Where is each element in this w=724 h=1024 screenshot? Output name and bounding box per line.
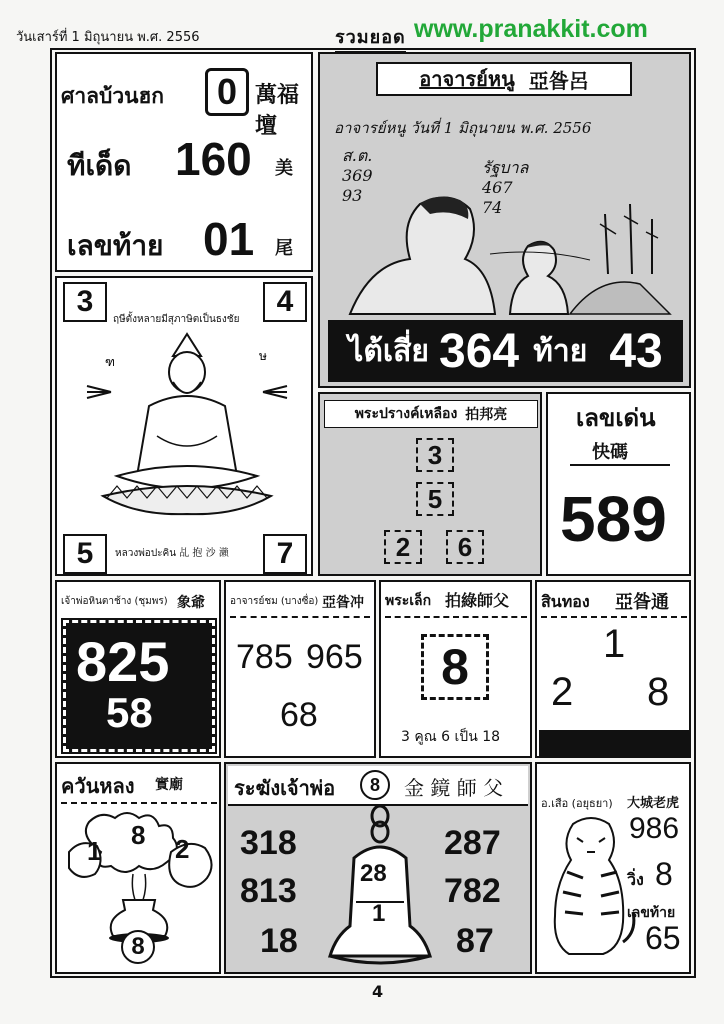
- chao-pho-top: 825: [76, 630, 170, 693]
- or-suea-title: อ.เสือ (อยุธยา): [541, 797, 613, 810]
- achan-chom-row1a: 785: [236, 638, 293, 676]
- rishi-caption-top: ฤษีตั้งหลายมีสุภาษิตเป็นธงชัย: [113, 314, 240, 325]
- salaban-digit: 0: [205, 68, 249, 116]
- svg-text:ฑ: ฑ: [105, 355, 115, 369]
- tail-value: 01: [203, 213, 255, 265]
- lek-den-value: 589: [560, 483, 667, 555]
- lek-den-box: [546, 392, 691, 576]
- salaban-box: [55, 52, 313, 272]
- ra-khang-title-bar: [228, 766, 528, 806]
- chao-pho-bottom: 58: [106, 689, 153, 736]
- chao-pho-box: [55, 580, 221, 758]
- pra-prang-title-bar: [324, 400, 538, 428]
- rishi-num-top-right: 4: [263, 282, 307, 322]
- sinthong-divider: [541, 616, 687, 618]
- pra-lek-chinese: 拍綠師父: [445, 591, 510, 610]
- people-illustration: [340, 164, 680, 320]
- sinthong-chinese: 亞昝通: [615, 592, 669, 613]
- achan-nu-title-bar: [376, 62, 632, 96]
- achan-chom-title: อาจารย์ชม (บางซื่อ): [230, 596, 319, 607]
- kuan-long-chinese: 實廟: [155, 777, 183, 793]
- lek-den-divider: [570, 464, 670, 466]
- pra-prang-digit: 3: [416, 438, 454, 472]
- ra-khang-left-1: 813: [240, 872, 297, 910]
- handwritten-line: อาจารย์หนู วันที่ 1 มิถุนายน พ.ศ. 2556: [334, 119, 592, 137]
- achan-nu-chinese: 亞昝呂: [528, 68, 589, 93]
- logo: รวมยอด: [335, 22, 406, 54]
- rishi-num-bottom-right: 7: [263, 534, 307, 574]
- bar-tail-value: 43: [609, 324, 663, 378]
- wing-label: วิ่ง: [627, 870, 644, 889]
- tided-cn: 美: [275, 158, 293, 179]
- sinthong-black-bar: [539, 730, 689, 756]
- rishi-illustration: [77, 326, 297, 526]
- wing-value: 8: [655, 856, 673, 892]
- salaban-chinese: 萬福壇: [255, 83, 300, 139]
- taisia-value: 364: [439, 324, 520, 378]
- bar-tail-label: ท้าย: [533, 333, 588, 369]
- svg-text:ษ: ษ: [259, 349, 267, 363]
- ra-khang-title: ระฆังเจ้าพ่อ: [234, 776, 336, 800]
- kuan-long-bottom: 8: [121, 930, 155, 964]
- salaban-title: ศาลบ้วนฮก: [61, 84, 165, 108]
- or-suea-chinese: 大城老虎: [627, 796, 680, 811]
- achan-chom-row1b: 965: [306, 638, 363, 676]
- or-suea-tail-value: 65: [645, 920, 681, 956]
- achan-nu-result-bar: [328, 320, 683, 382]
- pra-prang-digit: 5: [416, 482, 454, 516]
- tail-label: เลขท้าย: [67, 229, 164, 262]
- bell-top-number: 28: [360, 860, 387, 887]
- kuan-long-left: 1: [87, 836, 102, 866]
- or-suea-tail-label: เลขท้าย: [627, 905, 676, 921]
- sinthong-top: 1: [603, 622, 626, 666]
- pra-lek-divider: [385, 616, 527, 618]
- lek-den-title: เลขเด่น: [576, 404, 656, 432]
- ra-khang-left-0: 318: [240, 824, 297, 862]
- rishi-caption-bottom: หลวงพ่อปะคิน 乩 抱 沙 瀨: [115, 548, 229, 559]
- kuan-long-divider: [61, 802, 217, 804]
- note-line: 74: [482, 198, 503, 217]
- achan-chom-divider: [230, 616, 370, 618]
- issue-date: วันเสาร์ที่ 1 มิถุนายน พ.ศ. 2556: [16, 30, 200, 45]
- pra-prang-digit: 2: [384, 530, 422, 564]
- rishi-num-bottom-left: 5: [63, 534, 107, 574]
- kuan-long-mid: 8: [131, 820, 146, 850]
- achan-chom-row2: 68: [280, 696, 318, 734]
- kuan-long-title: ควันหลง: [61, 774, 135, 798]
- ra-khang-right-2: 87: [456, 922, 494, 960]
- bell-icon: [326, 806, 434, 974]
- tided-label: ทีเด็ด: [67, 149, 132, 182]
- ra-khang-right-1: 782: [444, 872, 501, 910]
- ra-khang-left-2: 18: [260, 922, 298, 960]
- kuan-long-right: 2: [175, 834, 190, 864]
- tail-cn: 尾: [275, 238, 293, 259]
- note-line: 369: [342, 166, 373, 185]
- pra-lek-digit: 8: [421, 634, 489, 700]
- pra-prang-chinese: 拍邦亮: [465, 407, 508, 423]
- sinthong-title: สินทอง: [541, 592, 590, 611]
- note-line: 93: [342, 186, 363, 205]
- taisia-label: ไต้เสี่ย: [348, 333, 430, 369]
- pra-prang-box: [318, 392, 542, 576]
- achan-nu-title: อาจารย์หนู: [419, 67, 515, 91]
- achan-chom-chinese: 亞昝冲: [322, 595, 364, 611]
- achan-nu-box: [318, 52, 691, 388]
- pra-prang-title: พระปรางค์เหลือง: [354, 406, 458, 422]
- achan-chom-box: [224, 580, 376, 758]
- tiger-icon: [543, 812, 639, 962]
- sinthong-right: 8: [647, 670, 670, 714]
- pra-lek-title: พระเล็ก: [385, 593, 432, 609]
- rishi-box: [55, 276, 313, 576]
- ra-khang-right-0: 287: [444, 824, 501, 862]
- sinthong-box: [535, 580, 691, 758]
- rishi-num-top-left: 3: [63, 282, 107, 322]
- lek-den-chinese: 快碼: [592, 442, 628, 463]
- chao-pho-chinese: 象爺: [177, 595, 205, 611]
- note-line: รัฐบาล: [482, 158, 529, 177]
- note-line: 467: [482, 178, 513, 197]
- pra-lek-box: [379, 580, 532, 758]
- ra-khang-circle: 8: [360, 770, 390, 800]
- note-line: ส.ต.: [342, 146, 373, 165]
- kuan-long-box: [55, 762, 221, 974]
- chao-pho-title: เจ้าพ่อหินตาช้าง (ชุมพร): [61, 596, 168, 607]
- ra-khang-chinese: 金 鏡 師 父: [404, 776, 504, 800]
- tided-value: 160: [175, 133, 252, 185]
- ra-khang-box: [224, 762, 532, 974]
- sinthong-left: 2: [551, 670, 574, 714]
- pra-prang-digit: 6: [446, 530, 484, 564]
- or-suea-box: [535, 762, 691, 974]
- page-number: 4: [372, 982, 384, 1001]
- pra-lek-footer: 3 คูณ 6 เป็น 18: [401, 729, 501, 745]
- bell-bottom-number: 1: [372, 900, 386, 927]
- or-suea-main: 986: [629, 812, 680, 845]
- chao-pho-panel: [63, 620, 215, 752]
- site-url: www.pranakkit.com: [414, 15, 648, 43]
